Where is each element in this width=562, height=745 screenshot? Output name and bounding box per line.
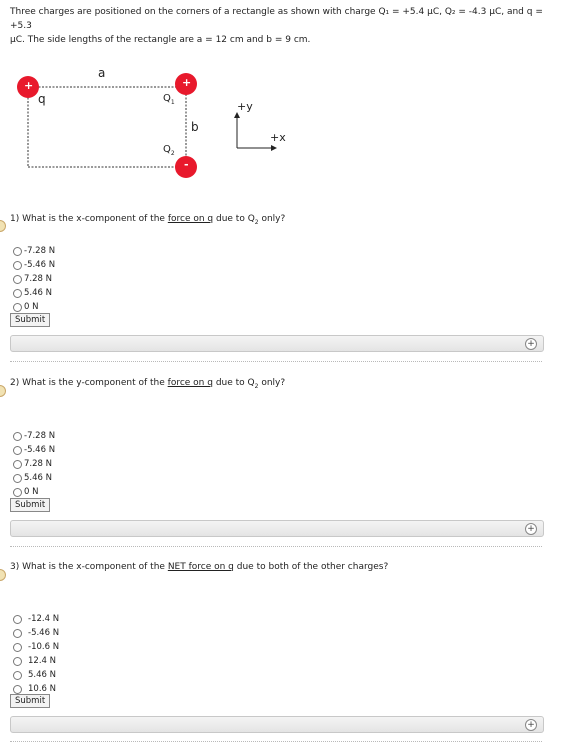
expand-icon[interactable]: + [525, 719, 537, 731]
label-q: q [38, 92, 46, 106]
sign-Q2: - [184, 158, 189, 171]
net-force-link[interactable]: NET force on q [167, 562, 234, 572]
force-link-2[interactable]: force on q [167, 378, 213, 388]
submit-button-3[interactable]: Submit [10, 694, 50, 708]
choice-1-e[interactable]: 0 N [13, 300, 55, 314]
choice-2-d[interactable]: 5.46 N [13, 471, 55, 485]
choice-3-a[interactable]: -12.4 N [13, 612, 59, 626]
charge-diagram [0, 62, 320, 192]
choice-1-a[interactable]: -7.28 N [13, 244, 55, 258]
label-Q1: $Q_1$ [163, 93, 175, 106]
radio-button[interactable] [13, 615, 22, 624]
radio-button[interactable] [13, 488, 22, 497]
choice-3-f[interactable]: 10.6 N [13, 682, 59, 696]
axis-y-label: +y [237, 100, 253, 113]
question-2-marker [0, 385, 6, 397]
choice-2-e[interactable]: 0 N [13, 485, 55, 499]
question-3-text: 3) What is the x-component of the NET force on q due to both of the other charges? [10, 562, 389, 572]
radio-button[interactable] [13, 446, 22, 455]
sign-q: + [24, 79, 34, 92]
submit-button-1[interactable]: Submit [10, 313, 50, 327]
choice-3-c[interactable]: -10.6 N [13, 640, 59, 654]
separator [10, 546, 542, 547]
problem-statement [10, 5, 550, 47]
choice-1-b[interactable]: -5.46 N [13, 258, 55, 272]
radio-button[interactable] [13, 275, 22, 284]
problem-line-2: μC. The side lengths of the rectangle are a = 12 cm and b = 9 cm. [10, 35, 311, 45]
choice-2-c[interactable]: 7.28 N [13, 457, 55, 471]
question-1-marker [0, 220, 6, 232]
hint-bar-2[interactable] [10, 520, 544, 537]
separator [10, 741, 542, 742]
radio-button[interactable] [13, 247, 22, 256]
radio-button[interactable] [13, 629, 22, 638]
label-b: b [191, 120, 199, 134]
choice-2-b[interactable]: -5.46 N [13, 443, 55, 457]
sign-Q1: + [182, 76, 192, 89]
submit-button-2[interactable]: Submit [10, 498, 50, 512]
radio-button[interactable] [13, 261, 22, 270]
question-3-marker [0, 569, 6, 581]
hint-bar-3[interactable] [10, 716, 544, 733]
radio-button[interactable] [13, 657, 22, 666]
radio-button[interactable] [13, 303, 22, 312]
choice-3-d[interactable]: 12.4 N [13, 654, 59, 668]
separator [10, 361, 542, 362]
problem-line-1: Three charges are positioned on the corners of a rectangle as shown with charge Q₁ = +5.4 μC, Q₂ = -4.3 μC, and q = +5.3 [10, 7, 543, 31]
choice-3-e[interactable]: 5.46 N [13, 668, 59, 682]
choice-3-b[interactable]: -5.46 N [13, 626, 59, 640]
label-Q2: $Q_2$ [163, 144, 175, 157]
rectangle-diagram [0, 62, 320, 192]
radio-button[interactable] [13, 460, 22, 469]
question-1-text: 1) What is the x-component of the force on q due to $Q_2$ only? [10, 214, 286, 226]
expand-icon[interactable]: + [525, 523, 537, 535]
question-1-choices [13, 244, 55, 314]
choice-1-d[interactable]: 5.46 N [13, 286, 55, 300]
axis-x-label: +x [270, 131, 286, 144]
choice-1-c[interactable]: 7.28 N [13, 272, 55, 286]
expand-icon[interactable]: + [525, 338, 537, 350]
radio-button[interactable] [13, 289, 22, 298]
choice-2-a[interactable]: -7.28 N [13, 429, 55, 443]
hint-bar-1[interactable] [10, 335, 544, 352]
radio-button[interactable] [13, 671, 22, 680]
question-2-choices [13, 429, 55, 499]
label-a: a [98, 66, 106, 80]
force-link-1[interactable]: force on q [167, 214, 214, 224]
question-3-choices [13, 612, 59, 696]
radio-button[interactable] [13, 643, 22, 652]
question-2-text: 2) What is the y-component of the force on q due to $Q_2$ only? [10, 378, 286, 390]
radio-button[interactable] [13, 685, 22, 694]
radio-button[interactable] [13, 432, 22, 441]
x-axis-arrow [271, 145, 277, 151]
radio-button[interactable] [13, 474, 22, 483]
